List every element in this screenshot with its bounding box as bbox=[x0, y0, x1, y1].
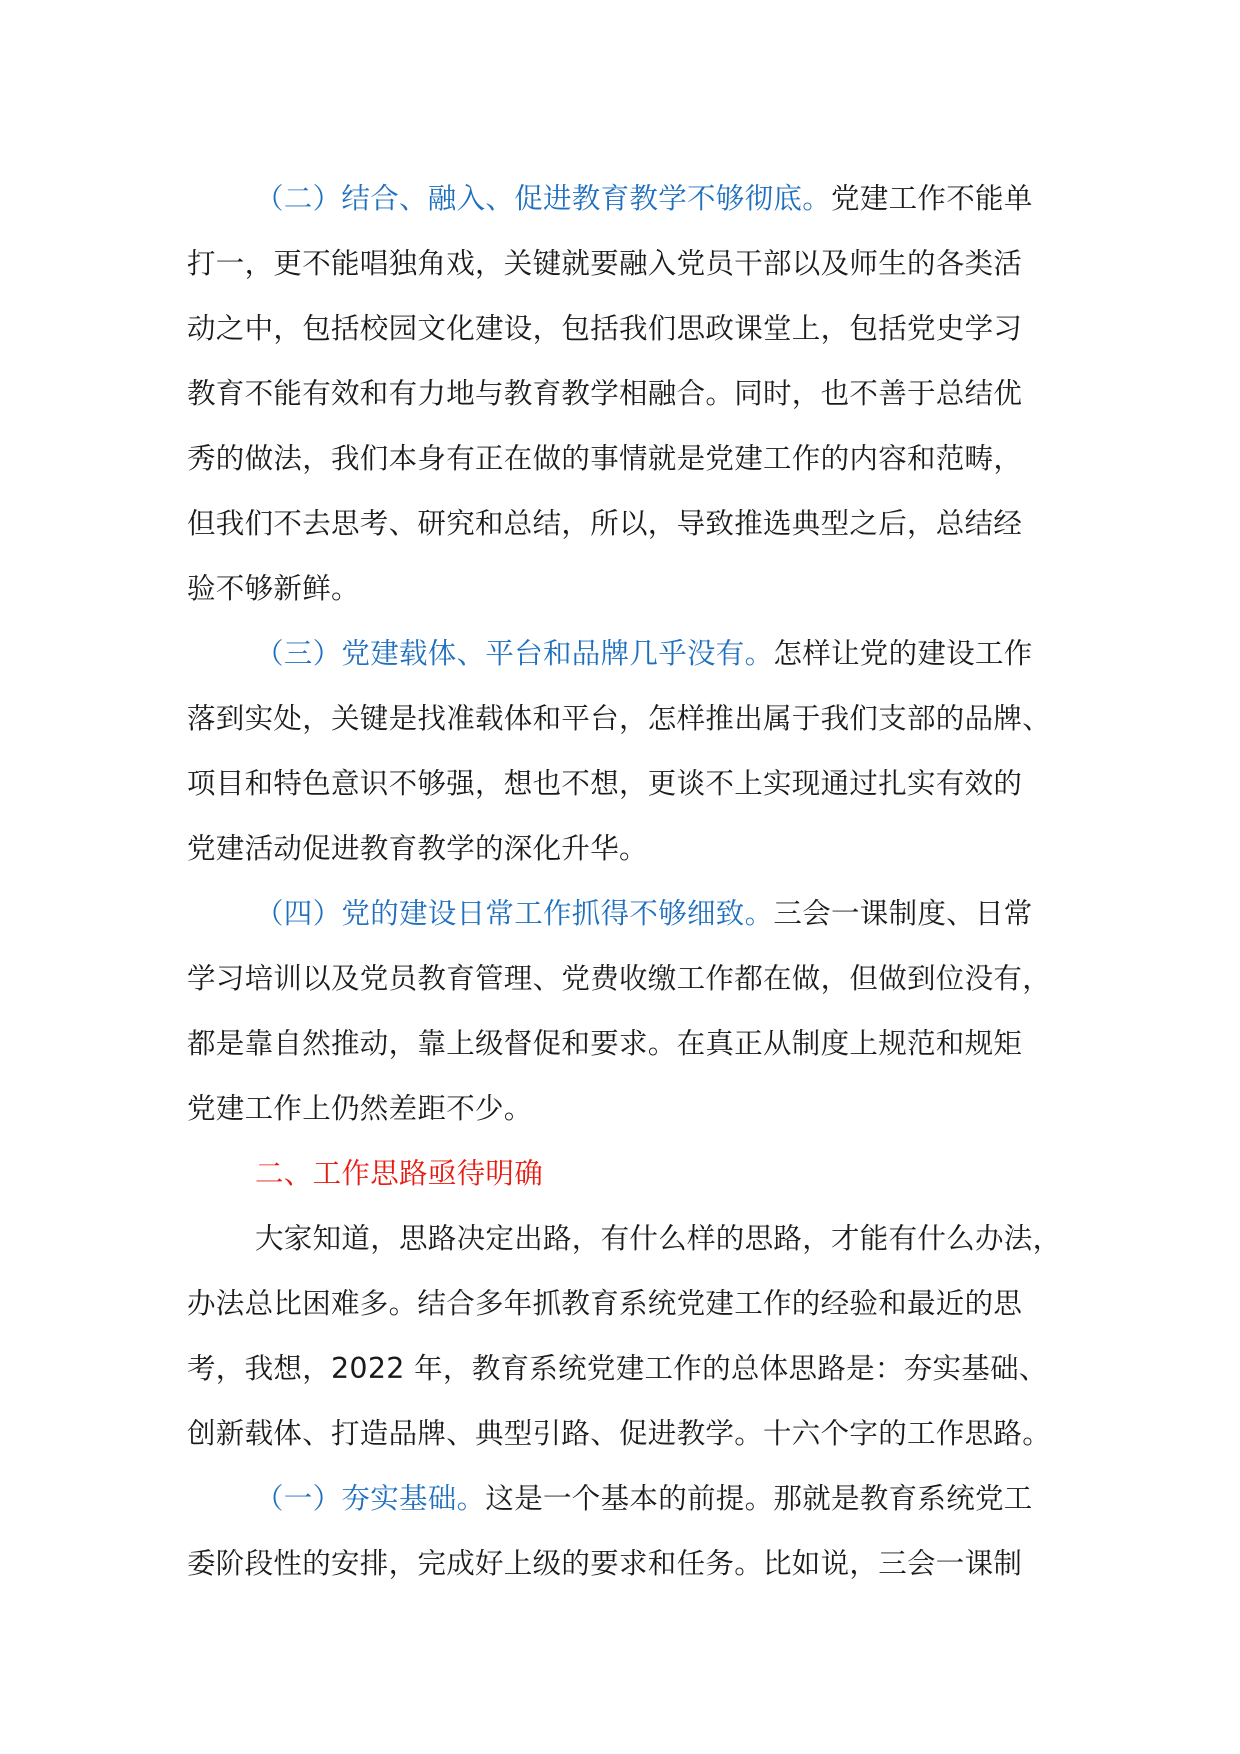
body-text: 三会一课制度、日常 bbox=[773, 897, 1033, 930]
paragraph-line: 党建活动促进教育教学的深化升华。 bbox=[187, 832, 648, 865]
paragraph-line: 秀的做法，我们本身有正在做的事情就是党建工作的内容和范畴， bbox=[187, 442, 1023, 475]
paragraph-line: 委阶段性的安排，完成好上级的要求和任务。比如说，三会一课制 bbox=[187, 1547, 1023, 1580]
document-page bbox=[187, 166, 1067, 1596]
body-text: 这是一个基本的前提。那就是教育系统党工 bbox=[485, 1482, 1033, 1515]
paragraph-line: 验不够新鲜。 bbox=[187, 572, 360, 605]
paragraph-line bbox=[187, 621, 1067, 686]
subsection-heading: （四）党的建设日常工作抓得不够细致。 bbox=[255, 897, 774, 930]
paragraph-line: 大家知道，思路决定出路，有什么样的思路，才能有什么办法， bbox=[255, 1222, 1062, 1255]
paragraph-line: 项目和特色意识不够强，想也不想，更谈不上实现通过扎实有效的 bbox=[187, 767, 1023, 800]
paragraph-line: 打一，更不能唱独角戏，关键就要融入党员干部以及师生的各类活 bbox=[187, 247, 1023, 280]
paragraph-line: 创新载体、打造品牌、典型引路、促进教学。十六个字的工作思路。 bbox=[187, 1417, 1052, 1450]
paragraph-line: 办法总比困难多。结合多年抓教育系统党建工作的经验和最近的思 bbox=[187, 1287, 1023, 1320]
paragraph-line: 学习培训以及党员教育管理、党费收缴工作都在做，但做到位没有， bbox=[187, 962, 1052, 995]
paragraph-line: 落到实处，关键是找准载体和平台，怎样推出属于我们支部的品牌、 bbox=[187, 702, 1052, 735]
paragraph-line: 动之中，包括校园文化建设，包括我们思政课堂上，包括党史学习 bbox=[187, 312, 1023, 345]
body-text: 怎样让党的建设工作 bbox=[773, 637, 1033, 670]
paragraph-line bbox=[187, 166, 1067, 231]
paragraph-line bbox=[187, 881, 1067, 946]
paragraph-line bbox=[187, 1466, 1067, 1531]
section-title: 二、工作思路亟待明确 bbox=[255, 1157, 544, 1190]
paragraph-line: 考，我想，2022 年，教育系统党建工作的总体思路是：夯实基础、 bbox=[187, 1352, 1048, 1385]
paragraph-line: 教育不能有效和有力地与教育教学相融合。同时，也不善于总结优 bbox=[187, 377, 1023, 410]
subsection-heading: （一）夯实基础。 bbox=[255, 1482, 486, 1515]
paragraph-line: 党建工作上仍然差距不少。 bbox=[187, 1092, 533, 1125]
subsection-heading: （二）结合、融入、促进教育教学不够彻底。 bbox=[255, 182, 832, 215]
subsection-heading: （三）党建载体、平台和品牌几乎没有。 bbox=[255, 637, 774, 670]
body-text: 党建工作不能单 bbox=[831, 182, 1033, 215]
paragraph-line: 都是靠自然推动，靠上级督促和要求。在真正从制度上规范和规矩 bbox=[187, 1027, 1023, 1060]
paragraph-line: 但我们不去思考、研究和总结，所以，导致推选典型之后，总结经 bbox=[187, 507, 1023, 540]
